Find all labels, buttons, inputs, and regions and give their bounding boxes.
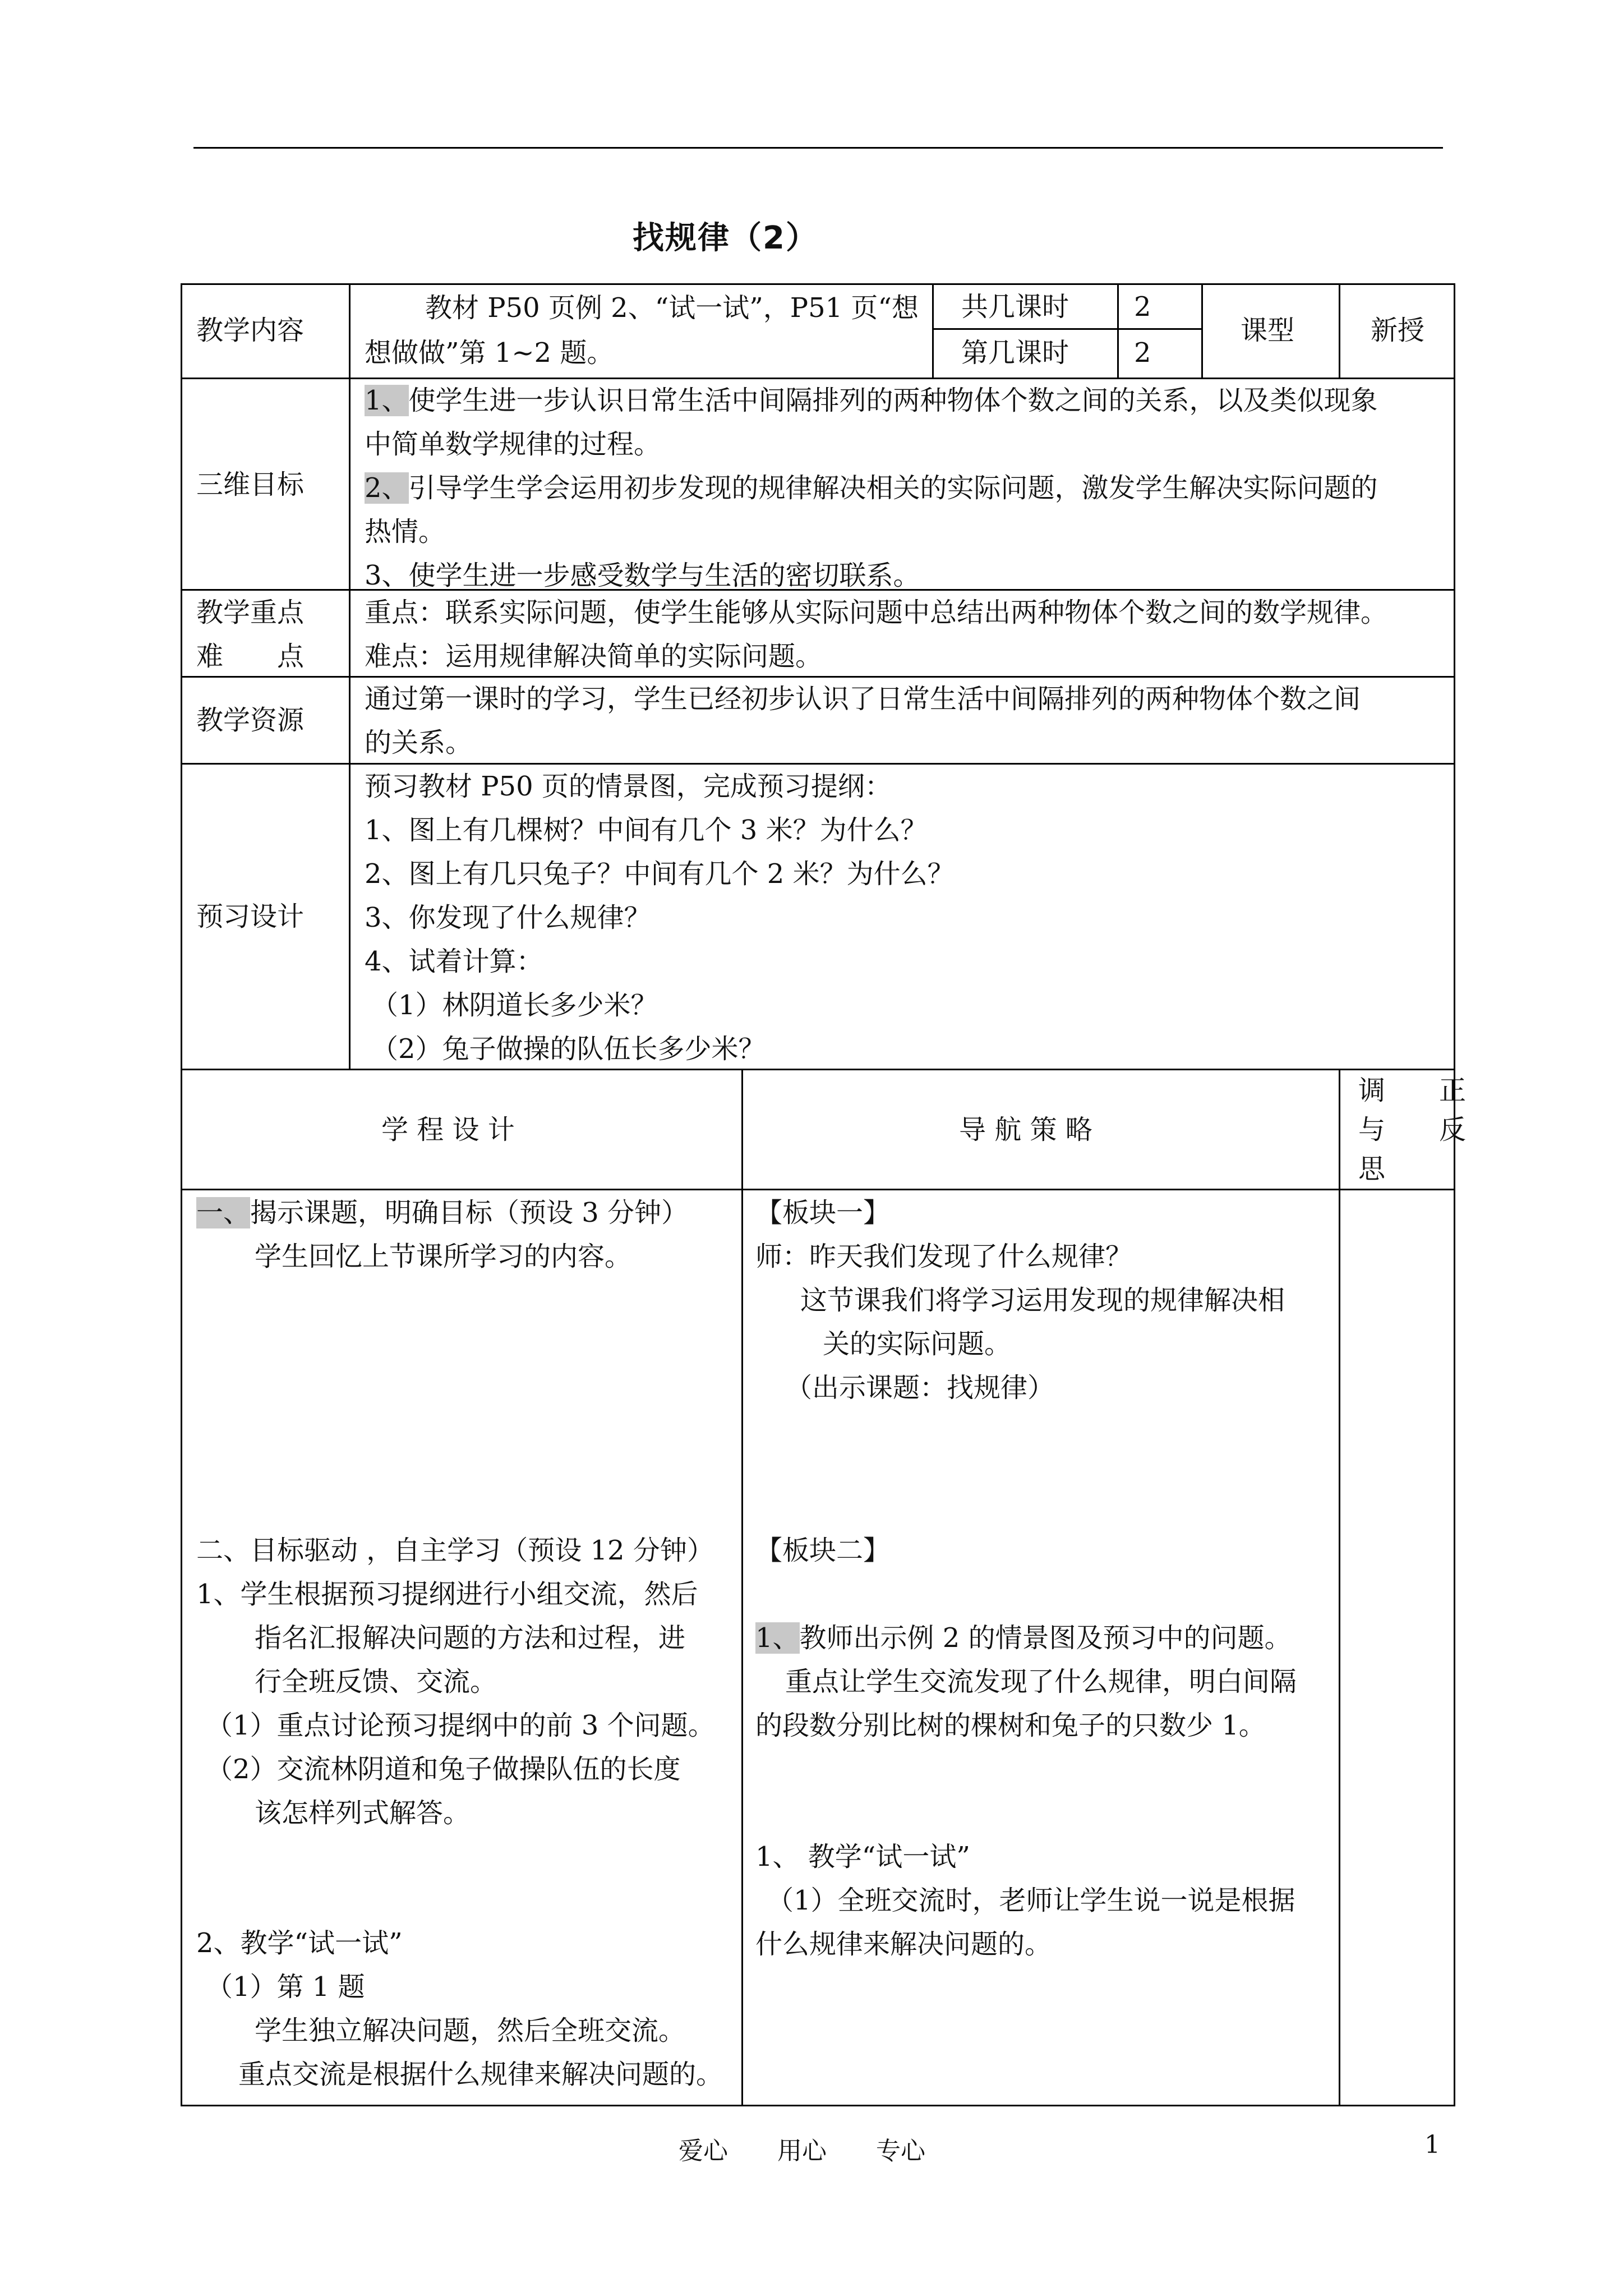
learning-step-1 xyxy=(196,1191,688,1235)
content-text-line2: 想做做”第 1~2 题。 xyxy=(365,337,614,369)
learning-step-1-marker: 一、 xyxy=(196,1197,251,1228)
preview-line: 2、图上有几只兔子？中间有几个 2 米？为什么？ xyxy=(365,858,955,890)
learning-text: 该怎样列式解答。 xyxy=(255,1797,471,1829)
goal-1-marker: 1、 xyxy=(365,385,409,416)
preview-line: （2）兔子做操的队伍长多少米？ xyxy=(371,1033,766,1065)
learning-step-1-text: 学生回忆上节课所学习的内容。 xyxy=(255,1241,632,1272)
goal-2-cont: 热情。 xyxy=(365,516,446,547)
table-rule-v xyxy=(741,1069,743,2106)
label-total-periods: 共几课时 xyxy=(961,291,1069,323)
value-lesson-type: 新授 xyxy=(1371,315,1425,346)
table-border-right xyxy=(1454,283,1455,2106)
table-rule-v xyxy=(1339,1069,1340,2106)
table-rule-v xyxy=(1339,283,1340,378)
preview-line: 预习教材 P50 页的情景图，完成预习提纲： xyxy=(365,771,892,802)
preview-line: 1、图上有几棵树？中间有几个 3 米？为什么？ xyxy=(365,815,928,846)
preview-line: （1）林阴道长多少米？ xyxy=(371,990,658,1021)
guide-block-1-title: 【板块一】 xyxy=(755,1197,891,1228)
guide-text: （1）全班交流时，老师让学生说一说是根据 xyxy=(767,1885,1295,1916)
page-title: 找规律（2） xyxy=(633,220,818,256)
label-focus: 教学重点 xyxy=(196,597,305,628)
guide-text: 这节课我们将学习运用发现的规律解决相 xyxy=(800,1285,1285,1316)
learning-text: 行全班反馈、交流。 xyxy=(255,1666,497,1697)
value-which-period: 2 xyxy=(1134,337,1151,369)
guide-text: 师：昨天我们发现了什么规律？ xyxy=(755,1241,1133,1272)
learning-text: （1）重点讨论预习提纲中的前 3 个问题。 xyxy=(206,1710,715,1741)
label-preview: 预习设计 xyxy=(196,901,305,932)
learning-text: （2）交流林阴道和兔子做操队伍的长度 xyxy=(206,1754,681,1785)
footer-motto: 爱心 用心 专心 xyxy=(679,2137,925,2165)
learning-text: 2、教学“试一试” xyxy=(196,1927,403,1959)
header-adjust-3: 思 xyxy=(1358,1153,1386,1185)
label-goals: 三维目标 xyxy=(196,469,305,500)
label-resources: 教学资源 xyxy=(196,705,305,736)
content-text-line1: 教材 P50 页例 2、“试一试”，P51 页“想 xyxy=(425,292,919,324)
guide-text: 关的实际问题。 xyxy=(823,1328,1012,1360)
key-point-text: 重点：联系实际问题，使学生能够从实际问题中总结出两种物体个数之间的数学规律。 xyxy=(365,597,1388,628)
goal-2-marker: 2、 xyxy=(365,472,409,504)
label-difficulty: 难 点 xyxy=(196,641,305,672)
difficulty-text: 难点：运用规律解决简单的实际问题。 xyxy=(365,641,823,672)
goal-1-cont: 中简单数学规律的过程。 xyxy=(365,429,661,460)
resources-line2: 的关系。 xyxy=(365,727,473,758)
guide-block-2-item xyxy=(755,1616,1292,1660)
table-border-left xyxy=(181,283,182,2106)
learning-step-1-title: 揭示课题，明确目标（预设 3 分钟） xyxy=(250,1197,689,1228)
goal-3: 3、使学生进一步感受数学与生活的密切联系。 xyxy=(365,560,920,591)
goal-2 xyxy=(365,466,1378,510)
label-lesson-type: 课型 xyxy=(1241,315,1295,346)
table-rule-v xyxy=(349,283,351,1069)
guide-block-2-title: 【板块二】 xyxy=(755,1535,891,1566)
learning-text: 1、学生根据预习提纲进行小组交流，然后 xyxy=(196,1579,698,1610)
learning-text: 重点交流是根据什么规律来解决问题的。 xyxy=(238,2059,723,2090)
guide-text: （出示课题：找规律） xyxy=(785,1372,1055,1404)
table-border-top xyxy=(181,283,1455,285)
goal-1 xyxy=(365,379,1378,422)
table-rule-v xyxy=(1201,283,1203,378)
guide-text: 什么规律来解决问题的。 xyxy=(755,1929,1052,1960)
header-adjust-1: 调 正 xyxy=(1358,1075,1467,1106)
value-total-periods: 2 xyxy=(1134,291,1151,323)
page-number: 1 xyxy=(1424,2131,1440,2159)
resources-line1: 通过第一课时的学习，学生已经初步认识了日常生活中间隔排列的两种物体个数之间 xyxy=(365,683,1361,715)
table-rule xyxy=(181,1189,1455,1190)
lesson-plan-table xyxy=(181,283,1467,2106)
table-rule-v xyxy=(1117,283,1119,378)
learning-text: 指名汇报解决问题的方法和过程，进 xyxy=(255,1622,686,1654)
goal-1-text: 使学生进一步认识日常生活中间隔排列的两种物体个数之间的关系，以及类似现象 xyxy=(408,385,1378,416)
guide-block-2-text: 教师出示例 2 的情景图及预习中的问题。 xyxy=(799,1622,1292,1654)
header-learning-design: 学 程 设 计 xyxy=(381,1114,515,1145)
label-which-period: 第几课时 xyxy=(961,337,1069,369)
learning-step-2-title: 二、目标驱动 ，自主学习（预设 12 分钟） xyxy=(196,1535,714,1566)
header-adjust-2: 与 反 xyxy=(1358,1114,1467,1145)
preview-line: 3、你发现了什么规律？ xyxy=(365,902,651,933)
table-border-bottom xyxy=(181,2105,1455,2106)
preview-line: 4、试着计算： xyxy=(365,946,543,977)
goal-2-text: 引导学生学会运用初步发现的规律解决相关的实际问题，激发学生解决实际问题的 xyxy=(408,472,1378,504)
header-rule xyxy=(193,147,1443,149)
label-teaching-content: 教学内容 xyxy=(196,315,305,346)
header-guide-strategy: 导 航 策 略 xyxy=(959,1114,1092,1145)
guide-block-2-marker: 1、 xyxy=(755,1622,800,1654)
guide-text: 的段数分别比树的棵树和兔子的只数少 1。 xyxy=(755,1710,1266,1741)
table-rule-v xyxy=(932,283,934,378)
learning-text: 学生独立解决问题，然后全班交流。 xyxy=(255,2015,686,2046)
guide-text: 重点让学生交流发现了什么规律，明白间隔 xyxy=(785,1666,1297,1697)
guide-text: 1、 教学“试一试” xyxy=(755,1841,970,1872)
learning-text: （1）第 1 题 xyxy=(206,1971,365,2003)
